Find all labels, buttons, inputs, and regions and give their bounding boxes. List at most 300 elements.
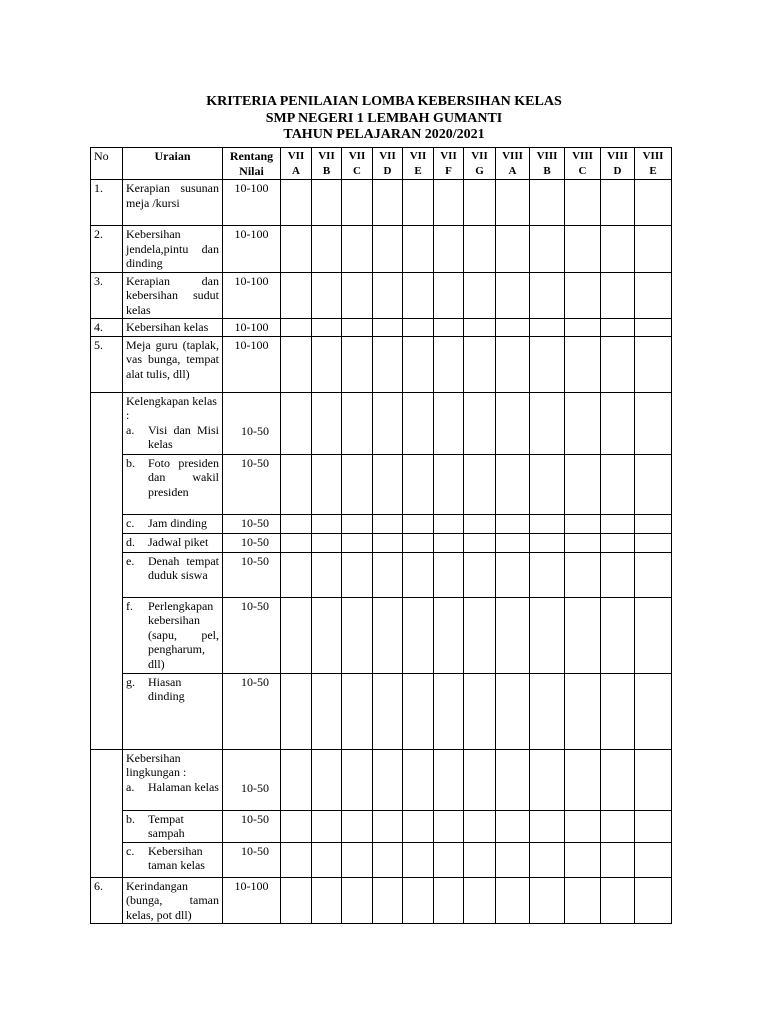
score-cell[interactable] — [373, 272, 403, 319]
score-cell[interactable] — [565, 319, 601, 337]
score-cell[interactable] — [434, 533, 464, 552]
score-cell[interactable] — [601, 272, 635, 319]
score-cell[interactable] — [373, 749, 403, 810]
score-cell[interactable] — [281, 810, 312, 842]
score-cell[interactable] — [373, 842, 403, 877]
score-cell[interactable] — [312, 842, 342, 877]
score-cell[interactable] — [565, 810, 601, 842]
score-cell[interactable] — [434, 514, 464, 533]
header-class-section: B — [322, 164, 331, 177]
score-cell[interactable] — [635, 597, 672, 673]
score-cell[interactable] — [530, 552, 565, 597]
list-letter: f. — [126, 598, 133, 613]
score-cell[interactable] — [312, 877, 342, 924]
header-class-8 — [530, 148, 565, 180]
title-line-3: TAHUN PELAJARAN 2020/2021 — [283, 127, 485, 142]
score-cell[interactable] — [496, 749, 530, 810]
range-value: 10-100 — [223, 226, 281, 273]
score-cell[interactable] — [434, 392, 464, 454]
score-cell[interactable] — [342, 514, 373, 533]
score-cell[interactable] — [373, 877, 403, 924]
score-cell[interactable] — [464, 514, 496, 533]
header-class-grade: VIII — [572, 150, 593, 162]
score-cell[interactable] — [312, 597, 342, 673]
score-cell[interactable] — [434, 552, 464, 597]
range-value: 10-50 — [223, 597, 281, 673]
table-row — [91, 336, 672, 392]
score-cell[interactable] — [601, 226, 635, 273]
sub-criterion — [123, 392, 223, 454]
score-cell[interactable] — [342, 180, 373, 226]
score-cell[interactable] — [635, 533, 672, 552]
header-class-grade: VII — [471, 150, 488, 162]
score-cell[interactable] — [496, 810, 530, 842]
score-cell[interactable] — [464, 336, 496, 392]
score-cell[interactable] — [403, 749, 434, 810]
score-cell[interactable] — [312, 454, 342, 514]
sub-criterion-text: Halaman kelas — [148, 779, 219, 794]
score-cell[interactable] — [530, 597, 565, 673]
score-cell[interactable] — [342, 877, 373, 924]
score-cell[interactable] — [373, 673, 403, 749]
row-number-empty — [91, 749, 123, 877]
score-cell[interactable] — [496, 319, 530, 337]
score-cell[interactable] — [601, 533, 635, 552]
score-cell[interactable] — [403, 319, 434, 337]
score-cell[interactable] — [565, 336, 601, 392]
score-cell[interactable] — [464, 226, 496, 273]
score-cell[interactable] — [565, 180, 601, 226]
score-cell[interactable] — [601, 514, 635, 533]
table-row — [91, 226, 672, 273]
score-cell[interactable] — [342, 810, 373, 842]
score-cell[interactable] — [434, 673, 464, 749]
header-class-section: D — [613, 164, 622, 177]
header-class-section: C — [578, 164, 587, 177]
range-value: 10-50 — [223, 810, 281, 842]
header-class-11 — [635, 148, 672, 180]
score-cell[interactable] — [635, 180, 672, 226]
header-no: No — [91, 148, 123, 180]
score-cell[interactable] — [434, 597, 464, 673]
score-cell[interactable] — [530, 226, 565, 273]
score-cell[interactable] — [601, 597, 635, 673]
score-cell[interactable] — [635, 810, 672, 842]
range-value: 10-100 — [223, 319, 281, 337]
score-cell[interactable] — [464, 749, 496, 810]
header-uraian: Uraian — [123, 148, 223, 180]
score-cell[interactable] — [601, 877, 635, 924]
score-cell[interactable] — [281, 226, 312, 273]
score-cell[interactable] — [565, 533, 601, 552]
header-class-section: E — [414, 164, 422, 177]
header-class-grade: VIII — [607, 150, 628, 162]
sub-criterion-text: Perlengkapan kebersihan (sapu, pel, pengharum, dll) — [148, 598, 219, 671]
header-class-section: A — [292, 164, 300, 177]
score-cell[interactable] — [530, 180, 565, 226]
score-cell[interactable] — [373, 336, 403, 392]
table-row — [91, 877, 672, 924]
document-title — [0, 94, 768, 144]
score-cell[interactable] — [496, 842, 530, 877]
score-cell[interactable] — [434, 336, 464, 392]
score-cell[interactable] — [342, 392, 373, 454]
header-class-grade: VII — [318, 150, 335, 162]
score-cell[interactable] — [342, 272, 373, 319]
score-cell[interactable] — [565, 552, 601, 597]
score-cell[interactable] — [403, 180, 434, 226]
score-cell[interactable] — [281, 319, 312, 337]
score-cell[interactable] — [601, 454, 635, 514]
score-cell[interactable] — [373, 533, 403, 552]
score-cell[interactable] — [601, 336, 635, 392]
score-cell[interactable] — [403, 272, 434, 319]
score-cell[interactable] — [373, 552, 403, 597]
score-cell[interactable] — [464, 533, 496, 552]
criterion-text: Kebersihan kelas — [123, 319, 223, 337]
list-letter: g. — [126, 674, 135, 689]
header-class-grade: VII — [379, 150, 396, 162]
header-class-1 — [312, 148, 342, 180]
score-cell[interactable] — [464, 552, 496, 597]
score-cell[interactable] — [434, 454, 464, 514]
header-class-section: B — [543, 164, 551, 177]
score-cell[interactable] — [530, 514, 565, 533]
score-cell[interactable] — [496, 454, 530, 514]
range-value: 10-50 — [223, 533, 281, 552]
score-cell[interactable] — [373, 810, 403, 842]
score-cell[interactable] — [373, 226, 403, 273]
score-cell[interactable] — [496, 673, 530, 749]
score-cell[interactable] — [601, 180, 635, 226]
score-cell[interactable] — [635, 842, 672, 877]
score-cell[interactable] — [434, 842, 464, 877]
score-cell[interactable] — [403, 226, 434, 273]
table-row — [91, 392, 672, 454]
score-cell[interactable] — [434, 180, 464, 226]
score-cell[interactable] — [312, 810, 342, 842]
score-cell[interactable] — [635, 336, 672, 392]
score-cell[interactable] — [281, 749, 312, 810]
score-cell[interactable] — [635, 552, 672, 597]
table-body — [91, 180, 672, 924]
sub-criterion — [123, 552, 223, 597]
score-cell[interactable] — [434, 749, 464, 810]
score-cell[interactable] — [403, 877, 434, 924]
score-cell[interactable] — [281, 673, 312, 749]
score-cell[interactable] — [312, 533, 342, 552]
score-cell[interactable] — [373, 454, 403, 514]
range-value: 10-50 — [223, 842, 281, 877]
score-cell[interactable] — [565, 597, 601, 673]
header-class-section: G — [475, 164, 484, 177]
table-row — [91, 272, 672, 319]
score-cell[interactable] — [464, 454, 496, 514]
group-heading: Kelengkapan kelas : — [126, 393, 217, 422]
score-cell[interactable] — [373, 597, 403, 673]
sub-criterion-text: Jam dinding — [148, 515, 207, 530]
row-number: 3. — [91, 272, 123, 319]
score-cell[interactable] — [403, 673, 434, 749]
list-letter: d. — [126, 534, 135, 549]
score-cell[interactable] — [635, 454, 672, 514]
score-cell[interactable] — [464, 272, 496, 319]
sub-criterion-text: Kebersihan taman kelas — [148, 843, 205, 872]
score-cell[interactable] — [312, 514, 342, 533]
score-cell[interactable] — [403, 336, 434, 392]
score-cell[interactable] — [312, 673, 342, 749]
score-cell[interactable] — [464, 810, 496, 842]
header-class-grade: VIII — [502, 150, 523, 162]
table-header-row — [91, 148, 672, 180]
header-class-0 — [281, 148, 312, 180]
score-cell[interactable] — [373, 180, 403, 226]
range-value: 10-50 — [223, 552, 281, 597]
score-cell[interactable] — [464, 842, 496, 877]
score-cell[interactable] — [464, 319, 496, 337]
score-cell[interactable] — [530, 454, 565, 514]
score-cell[interactable] — [403, 552, 434, 597]
score-cell[interactable] — [342, 319, 373, 337]
score-cell[interactable] — [312, 336, 342, 392]
score-cell[interactable] — [496, 272, 530, 319]
score-cell[interactable] — [281, 336, 312, 392]
header-class-section: A — [508, 164, 517, 177]
sub-criterion — [123, 810, 223, 842]
score-cell[interactable] — [281, 180, 312, 226]
criteria-table — [90, 147, 672, 924]
score-cell[interactable] — [565, 842, 601, 877]
list-letter: b. — [126, 811, 135, 826]
header-class-grade: VII — [409, 150, 427, 162]
score-cell[interactable] — [342, 336, 373, 392]
sub-criterion-text: Foto presiden dan wakil presiden — [148, 455, 219, 499]
score-cell[interactable] — [403, 392, 434, 454]
score-cell[interactable] — [342, 454, 373, 514]
header-class-6 — [464, 148, 496, 180]
sub-criterion — [123, 597, 223, 673]
sub-criterion-text: Denah tempat duduk siswa — [148, 553, 219, 582]
score-cell[interactable] — [496, 514, 530, 533]
header-class-10 — [601, 148, 635, 180]
score-cell[interactable] — [464, 180, 496, 226]
row-number: 2. — [91, 226, 123, 273]
score-cell[interactable] — [530, 749, 565, 810]
score-cell[interactable] — [403, 810, 434, 842]
range-text: 10-50 — [241, 780, 269, 795]
score-cell[interactable] — [601, 392, 635, 454]
score-cell[interactable] — [530, 810, 565, 842]
score-cell[interactable] — [464, 597, 496, 673]
list-letter: b. — [126, 455, 135, 470]
header-class-4 — [403, 148, 434, 180]
score-cell[interactable] — [601, 810, 635, 842]
score-cell[interactable] — [565, 392, 601, 454]
score-cell[interactable] — [464, 392, 496, 454]
score-cell[interactable] — [496, 392, 530, 454]
score-cell[interactable] — [312, 392, 342, 454]
score-cell[interactable] — [530, 673, 565, 749]
score-cell[interactable] — [565, 673, 601, 749]
score-cell[interactable] — [464, 877, 496, 924]
score-cell[interactable] — [635, 514, 672, 533]
criterion-text: Kerindangan (bunga, taman kelas, pot dll) — [123, 877, 223, 924]
table-row — [91, 514, 672, 533]
table-row — [91, 597, 672, 673]
list-letter: c. — [126, 515, 135, 530]
score-cell[interactable] — [496, 180, 530, 226]
score-cell[interactable] — [373, 392, 403, 454]
table-row — [91, 552, 672, 597]
table-row — [91, 454, 672, 514]
list-letter: e. — [126, 553, 135, 568]
score-cell[interactable] — [403, 514, 434, 533]
score-cell[interactable] — [496, 552, 530, 597]
score-cell[interactable] — [281, 552, 312, 597]
score-cell[interactable] — [342, 749, 373, 810]
row-number-empty — [91, 392, 123, 749]
score-cell[interactable] — [342, 226, 373, 273]
score-cell[interactable] — [635, 749, 672, 810]
score-cell[interactable] — [635, 877, 672, 924]
score-cell[interactable] — [496, 226, 530, 273]
score-cell[interactable] — [342, 597, 373, 673]
score-cell[interactable] — [565, 749, 601, 810]
range-text: 10-50 — [241, 423, 269, 438]
score-cell[interactable] — [565, 877, 601, 924]
range-value: 10-100 — [223, 272, 281, 319]
score-cell[interactable] — [565, 454, 601, 514]
header-class-section: E — [649, 164, 657, 177]
sub-criterion — [123, 533, 223, 552]
score-cell[interactable] — [434, 319, 464, 337]
score-cell[interactable] — [373, 514, 403, 533]
score-cell[interactable] — [281, 877, 312, 924]
score-cell[interactable] — [601, 552, 635, 597]
header-class-section: F — [445, 164, 452, 177]
score-cell[interactable] — [565, 226, 601, 273]
score-cell[interactable] — [281, 842, 312, 877]
score-cell[interactable] — [496, 336, 530, 392]
score-cell[interactable] — [530, 319, 565, 337]
range-value: 10-50 — [223, 514, 281, 533]
score-cell[interactable] — [530, 842, 565, 877]
sub-criterion-text: Hiasan dinding — [148, 674, 185, 703]
row-number: 1. — [91, 180, 123, 226]
table-row — [91, 810, 672, 842]
score-cell[interactable] — [434, 272, 464, 319]
header-class-section: D — [383, 164, 392, 177]
header-class-9 — [565, 148, 601, 180]
score-cell[interactable] — [403, 597, 434, 673]
score-cell[interactable] — [312, 272, 342, 319]
score-cell[interactable] — [281, 272, 312, 319]
header-class-3 — [373, 148, 403, 180]
sub-criterion — [123, 673, 223, 749]
range-value — [223, 392, 281, 454]
sub-criterion-text: Tempat sampah — [148, 811, 185, 840]
score-cell[interactable] — [530, 877, 565, 924]
header-class-grade: VIII — [642, 150, 664, 162]
score-cell[interactable] — [434, 877, 464, 924]
score-cell[interactable] — [601, 749, 635, 810]
score-cell[interactable] — [342, 552, 373, 597]
header-class-section: C — [353, 164, 361, 177]
criterion-text: Kerapian susunan meja /kursi — [123, 180, 223, 226]
score-cell[interactable] — [373, 319, 403, 337]
sub-criterion-text: Visi dan Misi kelas — [148, 422, 219, 451]
header-class-grade: VII — [348, 150, 366, 162]
score-cell[interactable] — [281, 454, 312, 514]
score-cell[interactable] — [565, 272, 601, 319]
score-cell[interactable] — [635, 392, 672, 454]
score-cell[interactable] — [342, 673, 373, 749]
sub-criterion — [123, 514, 223, 533]
header-class-5 — [434, 148, 464, 180]
sub-criterion — [123, 454, 223, 514]
score-cell[interactable] — [635, 673, 672, 749]
score-cell[interactable] — [281, 514, 312, 533]
header-class-grade: VIII — [536, 150, 558, 162]
sub-criterion-text: Jadwal piket — [148, 534, 209, 549]
score-cell[interactable] — [530, 272, 565, 319]
score-cell[interactable] — [312, 319, 342, 337]
score-cell[interactable] — [601, 673, 635, 749]
score-cell[interactable] — [635, 226, 672, 273]
group-heading: Kebersihan lingkungan : — [126, 750, 187, 779]
header-class-2 — [342, 148, 373, 180]
row-number: 5. — [91, 336, 123, 392]
score-cell[interactable] — [281, 392, 312, 454]
score-cell[interactable] — [635, 272, 672, 319]
score-cell[interactable] — [312, 180, 342, 226]
range-value — [223, 749, 281, 810]
score-cell[interactable] — [312, 226, 342, 273]
score-cell[interactable] — [565, 514, 601, 533]
score-cell[interactable] — [434, 226, 464, 273]
score-cell[interactable] — [342, 533, 373, 552]
score-cell[interactable] — [312, 552, 342, 597]
score-cell[interactable] — [496, 533, 530, 552]
score-cell[interactable] — [403, 842, 434, 877]
score-cell[interactable] — [601, 319, 635, 337]
header-class-grade: VII — [440, 150, 457, 162]
score-cell[interactable] — [635, 319, 672, 337]
sub-criterion — [123, 842, 223, 877]
header-class-7 — [496, 148, 530, 180]
header-class-grade: VII — [287, 150, 305, 162]
score-cell[interactable] — [496, 597, 530, 673]
score-cell[interactable] — [530, 336, 565, 392]
score-cell[interactable] — [281, 533, 312, 552]
score-cell[interactable] — [464, 673, 496, 749]
score-cell[interactable] — [496, 877, 530, 924]
table-row — [91, 180, 672, 226]
score-cell[interactable] — [403, 454, 434, 514]
criterion-text: Kebersihan jendela,pintu dan dinding — [123, 226, 223, 273]
score-cell[interactable] — [530, 533, 565, 552]
sub-criterion — [123, 749, 223, 810]
score-cell[interactable] — [312, 749, 342, 810]
score-cell[interactable] — [403, 533, 434, 552]
score-cell[interactable] — [281, 597, 312, 673]
score-cell[interactable] — [601, 842, 635, 877]
score-cell[interactable] — [530, 392, 565, 454]
title-line-2: SMP NEGERI 1 LEMBAH GUMANTI — [265, 110, 503, 126]
score-cell[interactable] — [342, 842, 373, 877]
score-cell[interactable] — [434, 810, 464, 842]
range-value: 10-100 — [223, 877, 281, 924]
